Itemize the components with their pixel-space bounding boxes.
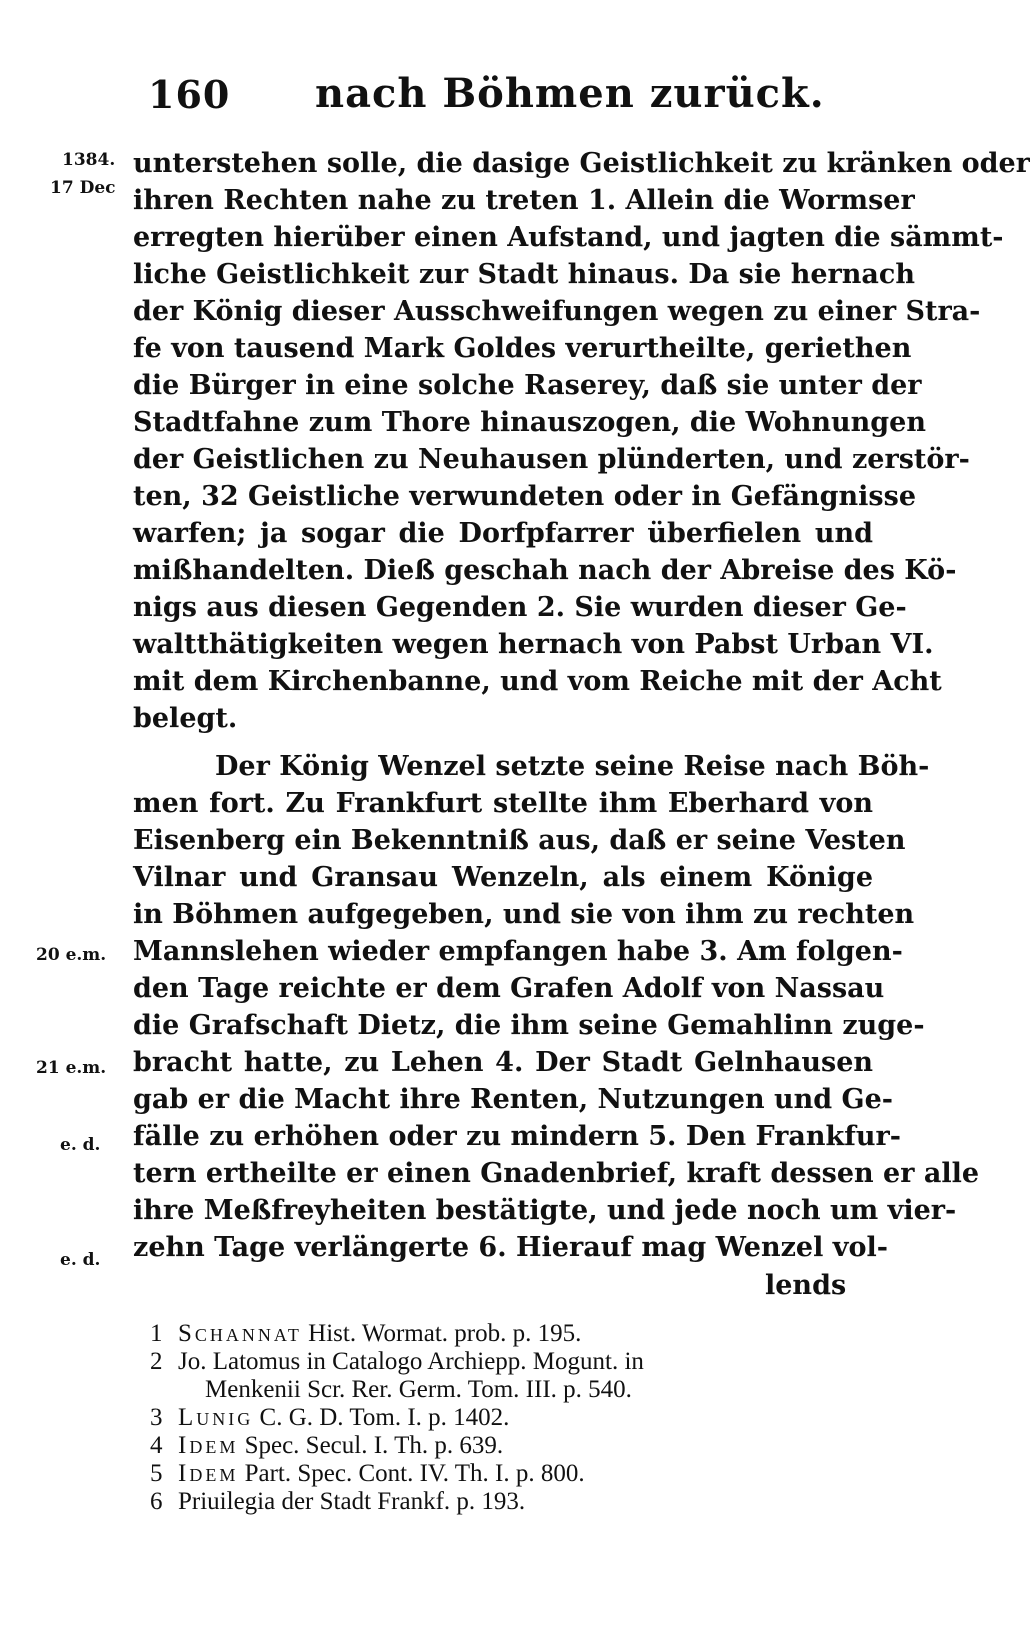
body-text-line: ihre Meßfreyheiten bestätigte, und jede noch um vier- (133, 1195, 957, 1226)
body-text-line: gab er die Macht ihre Renten, Nutzungen und Ge- (133, 1084, 893, 1115)
body-text-line: die Bürger in eine solche Raserey, daß sie unter der (133, 370, 922, 401)
footnote-number: 4 (150, 1432, 163, 1459)
footnote (150, 1320, 880, 1348)
margin-note-date: 17 Dec (50, 178, 116, 198)
footnote-text: Priuilegia der Stadt Frankf. p. 193. (178, 1488, 526, 1515)
footnote-author: Lunig (178, 1404, 254, 1431)
footnote-author: Idem (178, 1460, 239, 1487)
page-header (0, 68, 960, 128)
body-text-line: Mannslehen wieder empfangen habe 3. Am folgen- (133, 936, 903, 967)
body-text-line: erregten hierüber einen Aufstand, und jagten die sämmt- (133, 222, 1004, 253)
margin-note-year: 1384. (62, 150, 116, 170)
body-text-line: Eisenberg ein Bekenntniß aus, daß er seine Vesten (133, 825, 906, 856)
body-text-line: ihren Rechten nahe zu treten 1. Allein die Wormser (133, 185, 915, 216)
body-text-line: der König dieser Ausschweifungen wegen zu einer Stra- (133, 296, 981, 327)
footnote-text: C. G. D. Tom. I. p. 1402. (259, 1404, 510, 1431)
body-text-line: tern ertheilte er einen Gnadenbrief, kraft dessen er alle (133, 1158, 980, 1189)
body-text-line: waltthätigkeiten wegen hernach von Pabst Urban VI. (133, 629, 934, 660)
footnote-number: 2 (150, 1348, 163, 1375)
footnote-continuation (150, 1376, 880, 1404)
body-text-line: unterstehen solle, die dasige Geistlichkeit zu kränken oder (133, 148, 1030, 179)
body-text-line: zehn Tage verlängerte 6. Hierauf mag Wenzel vol- (133, 1232, 888, 1263)
footnote (150, 1404, 880, 1432)
body-text-line: die Grafschaft Dietz, die ihm seine Gemahlinn zuge- (133, 1010, 925, 1041)
margin-note-date: 21 e.m. (36, 1058, 107, 1078)
running-head: nach Böhmen zurück. (315, 70, 825, 117)
body-text-line: in Böhmen aufgegeben, und sie von ihm zu rechten (133, 899, 915, 930)
body-text-line: belegt. (133, 703, 238, 734)
footnote-number: 3 (150, 1404, 163, 1431)
body-text-line: Vilnar und Gransau Wenzeln, als einem Könige (133, 862, 873, 893)
body-text-line: den Tage reichte er dem Grafen Adolf von Nassau (133, 973, 885, 1004)
body-text-line: fälle zu erhöhen oder zu mindern 5. Den Frankfur- (133, 1121, 901, 1152)
body-text-line: mit dem Kirchenbanne, und vom Reiche mit der Acht (133, 666, 942, 697)
footnotes (150, 1320, 880, 1516)
catchword: lends (765, 1270, 847, 1301)
margin-note-date: e. d. (60, 1135, 101, 1155)
body-text-line: bracht hatte, zu Lehen 4. Der Stadt Gelnhausen (133, 1047, 873, 1078)
footnote-number: 5 (150, 1460, 163, 1487)
footnote-author: Schannat (178, 1320, 302, 1347)
body-text-line: nigs aus diesen Gegenden 2. Sie wurden dieser Ge- (133, 592, 907, 623)
margin-note-date: e. d. (60, 1250, 101, 1270)
footnote-number: 1 (150, 1320, 163, 1347)
margin-note-date: 20 e.m. (36, 945, 107, 965)
footnote-author: Idem (178, 1432, 239, 1459)
footnote (150, 1460, 880, 1488)
body-text-line: liche Geistlichkeit zur Stadt hinaus. Da sie hernach (133, 259, 915, 290)
footnote (150, 1488, 880, 1516)
footnote-number: 6 (150, 1488, 163, 1515)
body-text-line: men fort. Zu Frankfurt stellte ihm Eberhard von (133, 788, 873, 819)
page-number: 160 (148, 72, 231, 117)
footnote-text: Part. Spec. Cont. IV. Th. I. p. 800. (244, 1460, 585, 1487)
body-text-line: der Geistlichen zu Neuhausen plünderten, und zerstör- (133, 444, 970, 475)
footnote-text: Hist. Wormat. prob. p. 195. (308, 1320, 582, 1347)
footnote-text: Spec. Secul. I. Th. p. 639. (244, 1432, 504, 1459)
footnote (150, 1432, 880, 1460)
body-text-line: fe von tausend Mark Goldes verurtheilte, geriethen (133, 333, 912, 364)
body-text-line: Stadtfahne zum Thore hinauszogen, die Wohnungen (133, 407, 926, 438)
paragraph-first-line: Der König Wenzel setzte seine Reise nach Böh- (215, 751, 930, 782)
body-text-line: mißhandelten. Dieß geschah nach der Abreise des Kö- (133, 555, 957, 586)
footnote-text: Jo. Latomus in Catalogo Archiepp. Mogunt. in (178, 1348, 644, 1375)
body-text-line: ten, 32 Geistliche verwundeten oder in Gefängnisse (133, 481, 917, 512)
footnote (150, 1348, 880, 1376)
body-text-line: warfen; ja sogar die Dorfpfarrer überfielen und (133, 518, 873, 549)
footnote-text: Menkenii Scr. Rer. Germ. Tom. III. p. 540. (205, 1376, 632, 1403)
